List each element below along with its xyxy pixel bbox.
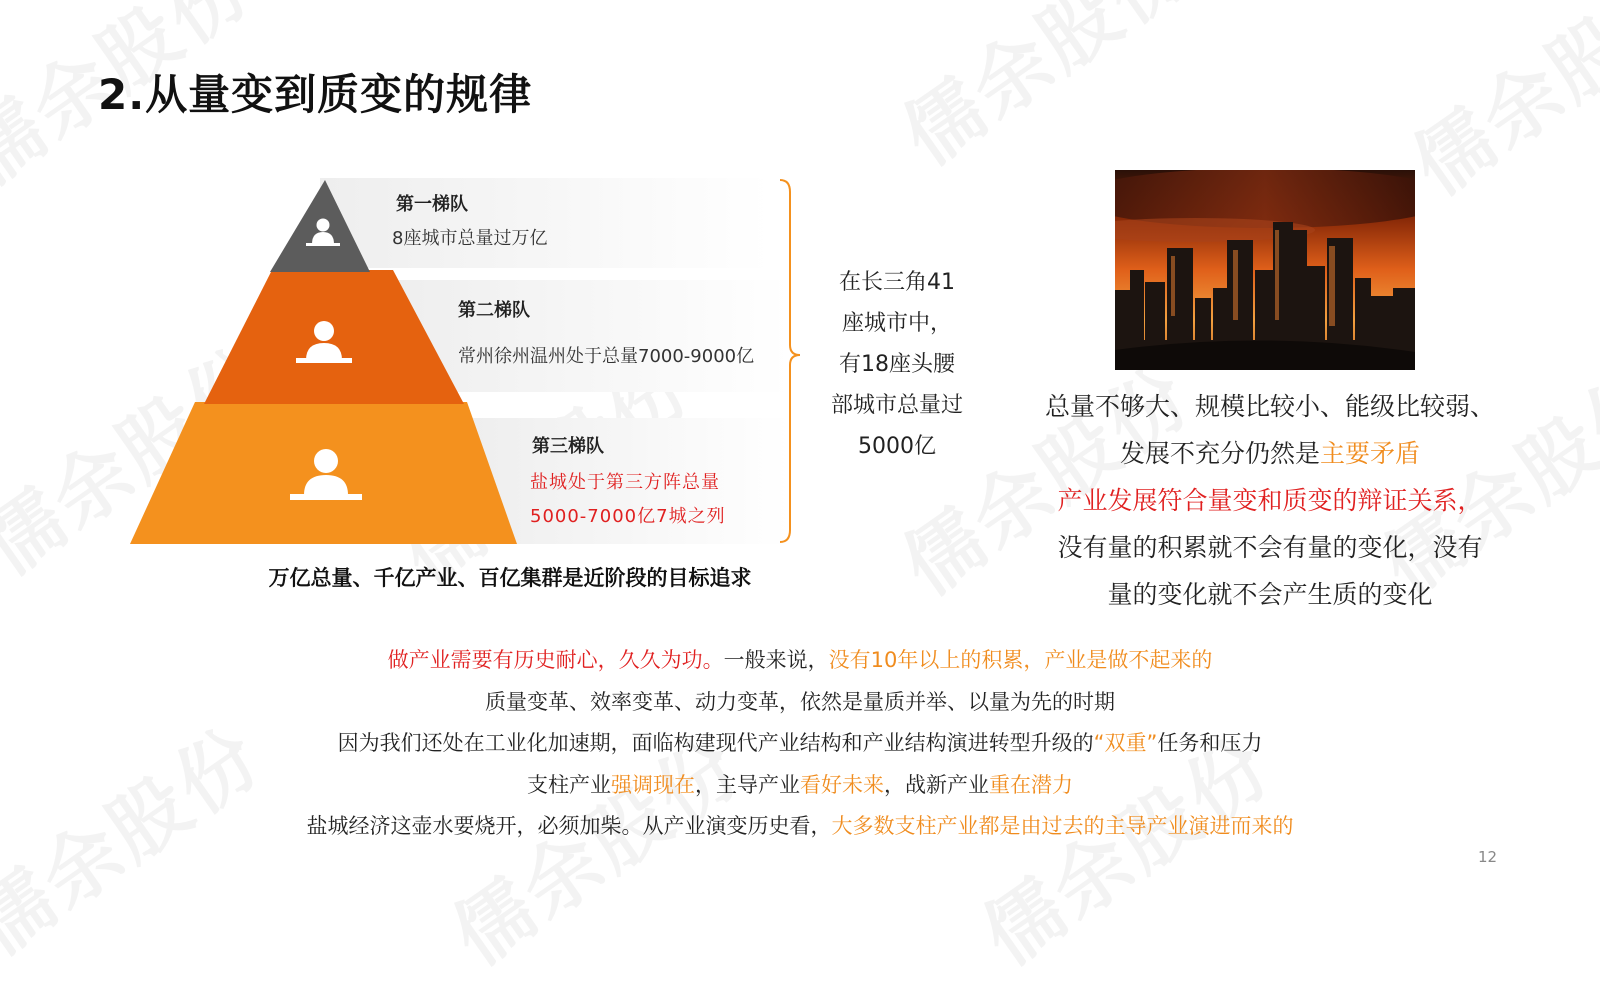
right-text-line-2 [1010, 430, 1530, 477]
grouping-brace [780, 180, 800, 542]
city-skyline-sunset-image [1115, 170, 1415, 370]
bottom-line-5-orange: 大多数支柱产业都是由过去的主导产业演进而来的 [831, 814, 1294, 838]
tier-1-title: 第一梯队 [396, 194, 468, 215]
bottom-line-3-plain-1: 因为我们还处在工业化加速期，面临构建现代产业结构和产业结构演进转型升级的 [337, 731, 1094, 755]
city-skyline-photo [1115, 170, 1415, 370]
bottom-line-4-p2: ，主导产业 [695, 772, 800, 797]
slide-title: 2.从量变到质变的规律 [98, 70, 533, 119]
right-text-line-1: 总量不够大、规模比较小、能级比较弱、 [1044, 392, 1495, 421]
bottom-line-1-plain: 一般来说， [723, 648, 829, 672]
center-note-line: 座城市中， [841, 311, 952, 336]
tier-3-text-line-2: 5000-7000亿7城之列 [530, 506, 726, 527]
bottom-line-4-p1: 支柱产业 [527, 772, 611, 797]
tier-2-shape [204, 270, 464, 404]
bottom-line-4-o2: 看好未来 [800, 772, 884, 797]
tier-2-title: 第二梯队 [458, 300, 530, 321]
bottom-line-4-o3: 重在潜力 [989, 772, 1073, 797]
bottom-text-block [150, 640, 1450, 848]
center-note-line: 在长三角41 [839, 270, 955, 295]
right-text-line-4: 没有量的积累就不会有量的变化，没有 [1057, 533, 1483, 562]
bottom-line-5-plain: 盐城经济这壶水要烧开，必须加柴。从产业演变历史看， [306, 814, 832, 838]
center-note [812, 262, 982, 467]
tier-3-text [530, 466, 726, 534]
bottom-line-4 [150, 765, 1450, 807]
bottom-line-2: 质量变革、效率变革、动力变革，依然是量质并举、以量为先的时期 [485, 689, 1115, 714]
bottom-line-1 [150, 640, 1450, 682]
tier-2-text: 常州徐州温州处于总量7000-9000亿 [458, 346, 755, 367]
bottom-line-3-orange: “双重” [1093, 731, 1158, 755]
bottom-line-5 [150, 806, 1450, 848]
tier-3-shape [130, 402, 517, 544]
bottom-line-1-orange: 没有10年以上的积累，产业是做不起来的 [828, 648, 1213, 672]
bottom-line-3-plain-2: 任务和压力 [1157, 731, 1263, 755]
bottom-line-3 [150, 723, 1450, 765]
right-text-line-3: 产业发展符合量变和质变的辩证关系， [1057, 486, 1483, 515]
bottom-line-4-p3: ，战新产业 [884, 772, 989, 797]
right-text-line-5: 量的变化就不会产生质的变化 [1107, 580, 1433, 609]
pyramid-caption: 万亿总量、千亿产业、百亿集群是近阶段的目标追求 [268, 566, 752, 590]
tier-1-text: 8座城市总量过万亿 [392, 228, 548, 249]
tier-3-title: 第三梯队 [532, 436, 604, 457]
main-contradiction-highlight: 主要矛盾 [1320, 439, 1421, 468]
bottom-line-1-red: 做产业需要有历史耐心，久久为功。 [387, 648, 724, 672]
page-number: 12 [1478, 848, 1498, 866]
center-note-line: 有18座头腰 [839, 352, 955, 377]
center-note-line: 5000亿 [858, 434, 936, 459]
bottom-line-4-o1: 强调现在 [611, 772, 695, 797]
right-text-line-2-plain: 发展不充分仍然是 [1119, 439, 1320, 468]
tier-3-text-line-1: 盐城处于第三方阵总量 [530, 472, 720, 493]
center-note-line: 部城市总量过 [830, 393, 963, 418]
right-text-block [1010, 383, 1530, 618]
